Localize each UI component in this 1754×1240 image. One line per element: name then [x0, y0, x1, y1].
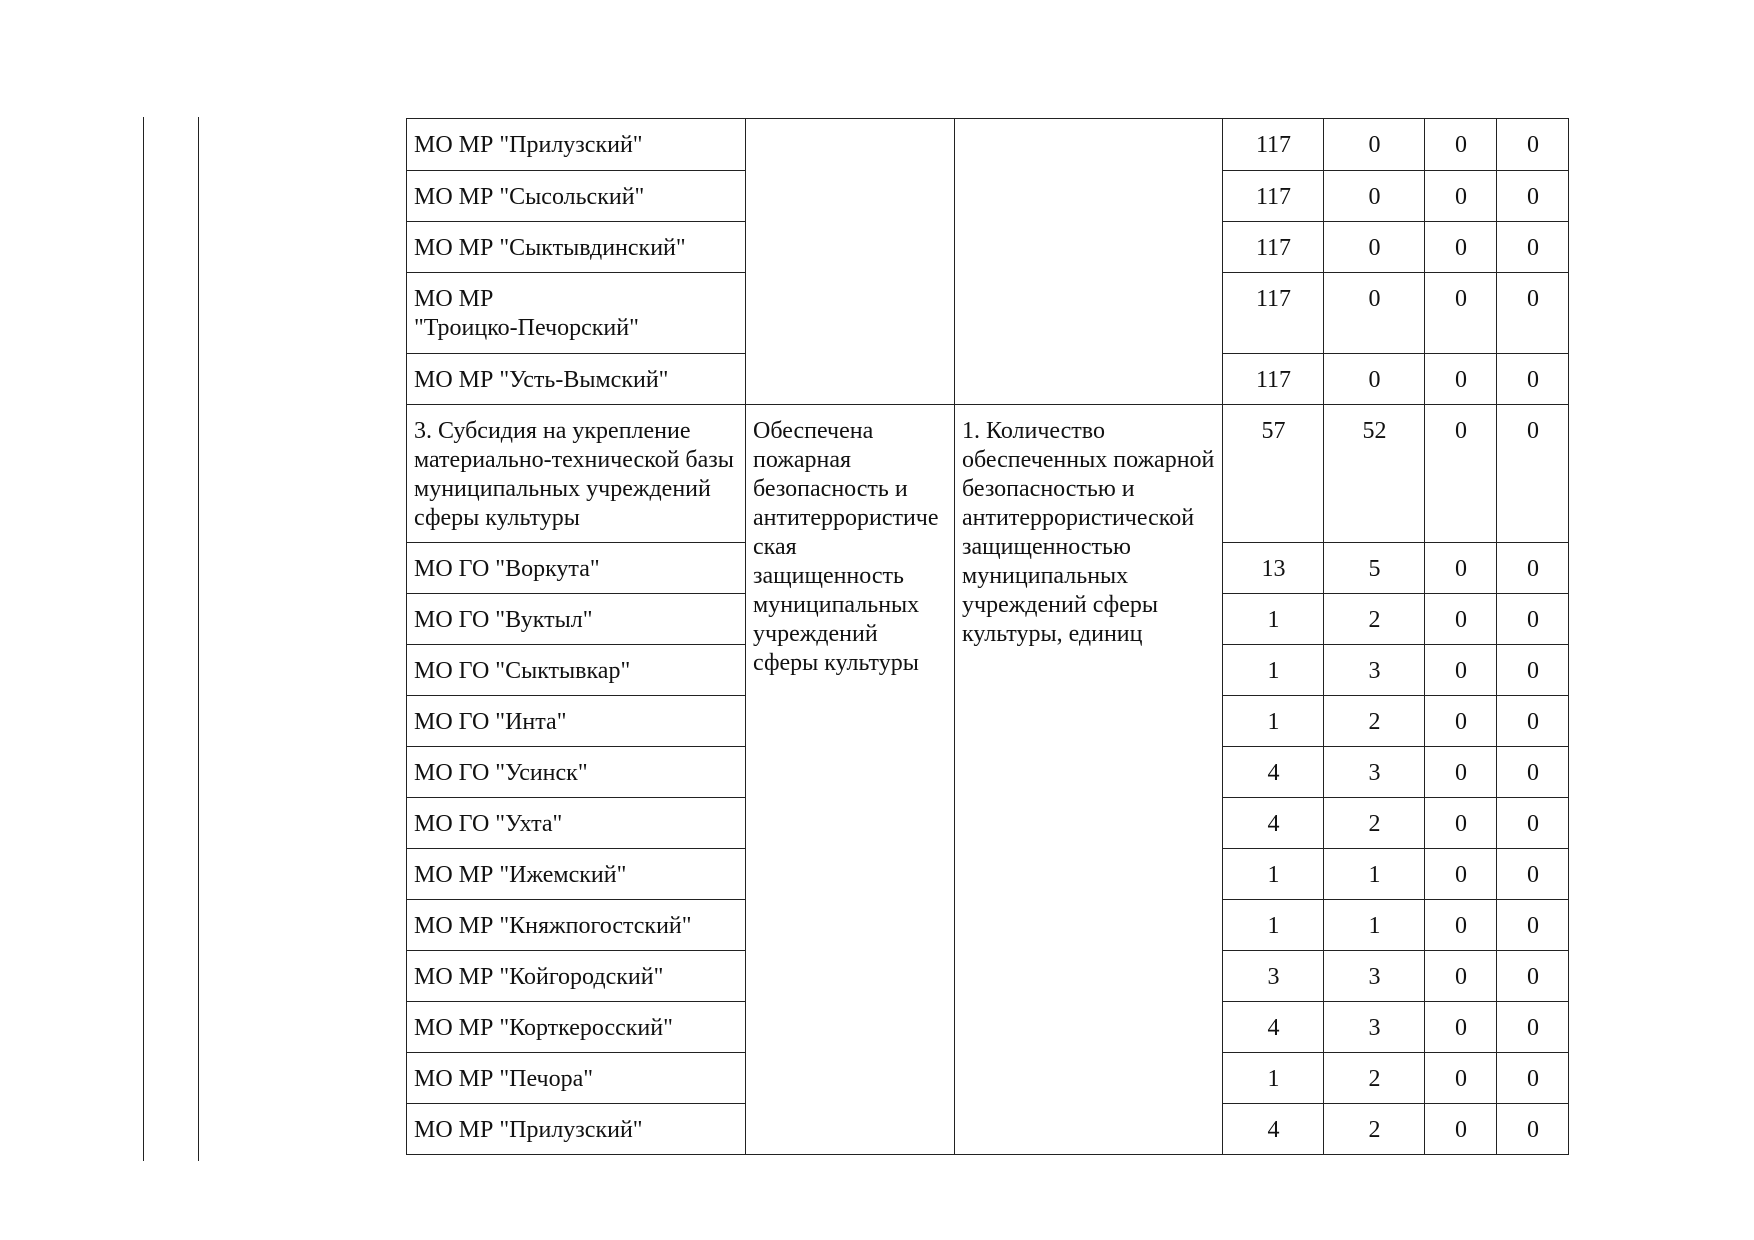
- value-4: 0: [1497, 405, 1569, 543]
- value-4: 0: [1497, 696, 1569, 747]
- value-2: 1: [1324, 900, 1425, 951]
- value-1: 1: [1223, 696, 1324, 747]
- municipality-name: МО ГО "Вуктыл": [407, 594, 746, 645]
- value-4: 0: [1497, 594, 1569, 645]
- value-1: 1: [1223, 594, 1324, 645]
- municipality-name: МО ГО "Усинск": [407, 747, 746, 798]
- value-1: 4: [1223, 1104, 1324, 1155]
- value-3: 0: [1425, 849, 1497, 900]
- value-3: 0: [1425, 747, 1497, 798]
- value-4: 0: [1497, 119, 1569, 171]
- subsidy-table: [406, 118, 1569, 1155]
- value-4: 0: [1497, 1002, 1569, 1053]
- value-2: 0: [1324, 222, 1425, 273]
- value-4: 0: [1497, 645, 1569, 696]
- value-3: 0: [1425, 273, 1497, 354]
- value-2: 0: [1324, 171, 1425, 222]
- subsidy-title: 3. Субсидия на укрепление материально-технической базы муниципальных учреждений сферы культуры: [407, 405, 746, 543]
- municipality-name: МО МР "Княжпогостский": [407, 900, 746, 951]
- left-margin-line-1: [143, 117, 144, 1161]
- value-2: 52: [1324, 405, 1425, 543]
- value-4: 0: [1497, 543, 1569, 594]
- value-4: 0: [1497, 171, 1569, 222]
- value-1: 1: [1223, 1053, 1324, 1104]
- value-1: 1: [1223, 900, 1324, 951]
- value-3: 0: [1425, 405, 1497, 543]
- value-3: 0: [1425, 645, 1497, 696]
- value-1: 117: [1223, 354, 1324, 405]
- municipality-name: МО МР "Троицко-Печорский": [407, 273, 746, 354]
- value-2: 2: [1324, 1053, 1425, 1104]
- municipality-name: МО МР "Печора": [407, 1053, 746, 1104]
- value-4: 0: [1497, 1104, 1569, 1155]
- value-3: 0: [1425, 696, 1497, 747]
- left-margin-line-2: [198, 117, 199, 1161]
- value-4: 0: [1497, 849, 1569, 900]
- value-3: 0: [1425, 798, 1497, 849]
- municipality-name: МО МР "Корткеросский": [407, 1002, 746, 1053]
- value-1: 4: [1223, 798, 1324, 849]
- value-2: 3: [1324, 747, 1425, 798]
- municipality-name: МО ГО "Ухта": [407, 798, 746, 849]
- value-4: 0: [1497, 747, 1569, 798]
- indicator-cell-empty: [955, 119, 1223, 405]
- value-2: 3: [1324, 951, 1425, 1002]
- value-2: 0: [1324, 273, 1425, 354]
- value-1: 4: [1223, 1002, 1324, 1053]
- value-1: 4: [1223, 747, 1324, 798]
- value-2: 2: [1324, 594, 1425, 645]
- municipality-name: МО МР "Ижемский": [407, 849, 746, 900]
- municipality-name: МО МР "Усть-Вымский": [407, 354, 746, 405]
- value-1: 117: [1223, 171, 1324, 222]
- table-row-subsidy-header: [407, 405, 1569, 543]
- value-3: 0: [1425, 951, 1497, 1002]
- table-row: [407, 119, 1569, 171]
- value-1: 1: [1223, 849, 1324, 900]
- value-1: 57: [1223, 405, 1324, 543]
- value-2: 2: [1324, 1104, 1425, 1155]
- value-2: 2: [1324, 798, 1425, 849]
- value-4: 0: [1497, 798, 1569, 849]
- value-3: 0: [1425, 222, 1497, 273]
- value-2: 0: [1324, 119, 1425, 171]
- value-4: 0: [1497, 900, 1569, 951]
- value-1: 1: [1223, 645, 1324, 696]
- value-2: 1: [1324, 849, 1425, 900]
- expected-result: Обеспечена пожарная безопасность и антитеррористиче ская защищенность муниципальных учреждений сферы культуры: [746, 405, 955, 1155]
- result-cell-empty: [746, 119, 955, 405]
- value-3: 0: [1425, 354, 1497, 405]
- value-3: 0: [1425, 1053, 1497, 1104]
- value-2: 3: [1324, 645, 1425, 696]
- value-4: 0: [1497, 354, 1569, 405]
- municipality-name: МО МР "Койгородский": [407, 951, 746, 1002]
- value-2: 3: [1324, 1002, 1425, 1053]
- value-1: 117: [1223, 222, 1324, 273]
- municipality-name: МО ГО "Инта": [407, 696, 746, 747]
- municipality-name: МО ГО "Сыктывкар": [407, 645, 746, 696]
- indicator-description: 1. Количество обеспеченных пожарной безопасностью и антитеррористической защищенностью муниципальных учреждений сферы культуры, единиц: [955, 405, 1223, 1155]
- value-3: 0: [1425, 171, 1497, 222]
- value-1: 117: [1223, 119, 1324, 171]
- value-4: 0: [1497, 951, 1569, 1002]
- municipality-name: МО МР "Сысольский": [407, 171, 746, 222]
- municipality-name: МО ГО "Воркута": [407, 543, 746, 594]
- value-2: 0: [1324, 354, 1425, 405]
- value-4: 0: [1497, 273, 1569, 354]
- municipality-name: МО МР "Прилузский": [407, 1104, 746, 1155]
- value-3: 0: [1425, 543, 1497, 594]
- value-4: 0: [1497, 222, 1569, 273]
- value-3: 0: [1425, 900, 1497, 951]
- value-1: 117: [1223, 273, 1324, 354]
- value-4: 0: [1497, 1053, 1569, 1104]
- value-1: 3: [1223, 951, 1324, 1002]
- value-3: 0: [1425, 1002, 1497, 1053]
- value-3: 0: [1425, 594, 1497, 645]
- value-1: 13: [1223, 543, 1324, 594]
- municipality-name: МО МР "Прилузский": [407, 119, 746, 171]
- municipality-name: МО МР "Сыктывдинский": [407, 222, 746, 273]
- value-2: 2: [1324, 696, 1425, 747]
- value-2: 5: [1324, 543, 1425, 594]
- value-3: 0: [1425, 1104, 1497, 1155]
- value-3: 0: [1425, 119, 1497, 171]
